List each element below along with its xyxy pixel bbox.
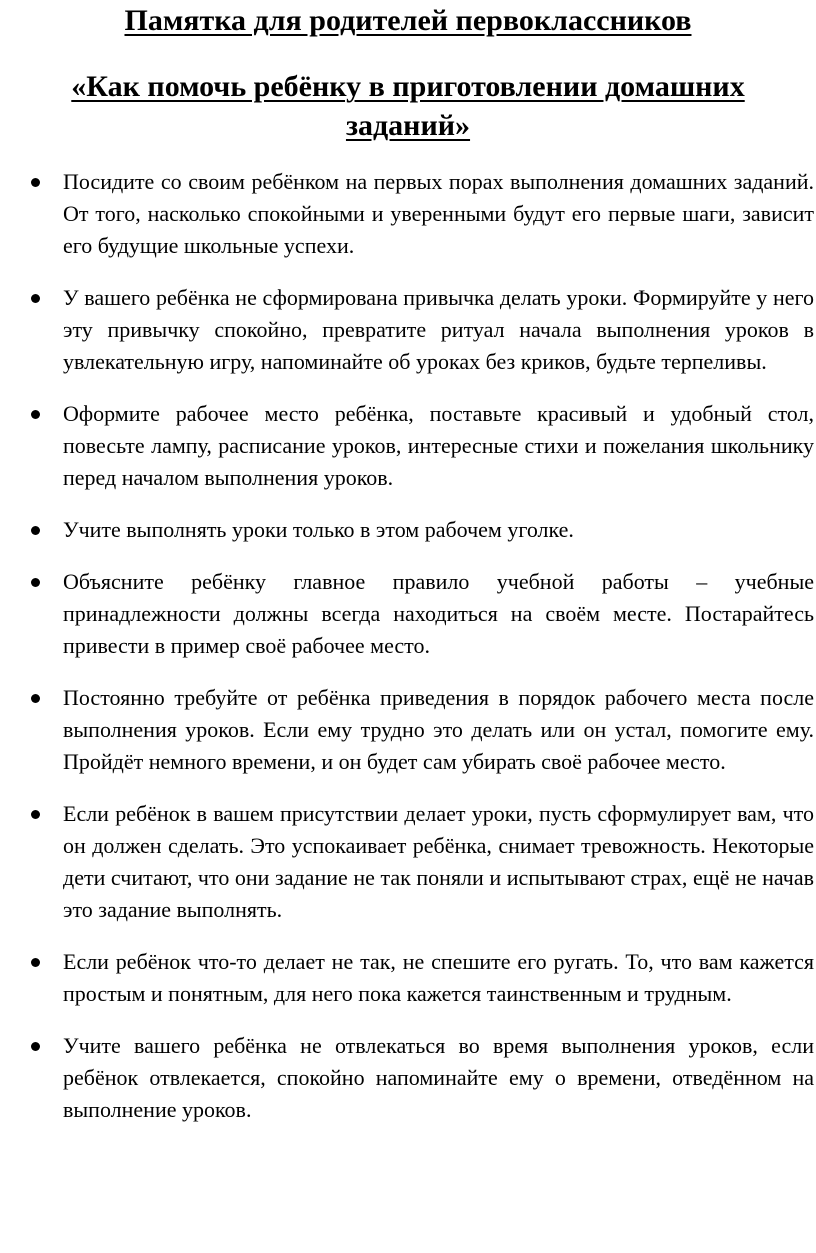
bullet-icon <box>31 1042 40 1051</box>
list-item: Учите выполнять уроки только в этом рабочем уголке. <box>0 514 816 546</box>
list-item: Оформите рабочее место ребёнка, поставьте красивый и удобный стол, повесьте лампу, расписание уроков, интересные стихи и пожелания школьнику перед началом выполнения уроков. <box>0 398 816 494</box>
list-item: У вашего ребёнка не сформирована привычка делать уроки. Формируйте у него эту привычку спокойно, превратите ритуал начала выполнения уроков в увлекательную игру, напоминайте об уроках без криков, будьте терпеливы. <box>0 282 816 378</box>
bullet-icon <box>31 410 40 419</box>
bullet-icon <box>31 526 40 535</box>
document-title: Памятка для родителей первоклассников <box>124 4 692 37</box>
bullet-icon <box>31 958 40 967</box>
bullet-icon <box>31 810 40 819</box>
bullet-icon <box>31 178 40 187</box>
document-subtitle: «Как помочь ребёнку в приготовлении домашних заданий» <box>71 70 745 142</box>
list-item: Постоянно требуйте от ребёнка приведения в порядок рабочего места после выполнения уроков. Если ему трудно это делать или он устал, помогите ему. Пройдёт немного времени, и он будет сам убирать своё рабочее место. <box>0 682 816 778</box>
list-item: Учите вашего ребёнка не отвлекаться во время выполнения уроков, если ребёнок отвлекается, спокойно напоминайте ему о времени, отведённом на выполнение уроков. <box>0 1030 816 1126</box>
list-item: Посидите со своим ребёнком на первых порах выполнения домашних заданий. От того, насколько спокойными и уверенными будут его первые шаги, зависит его будущие школьные успехи. <box>0 166 816 262</box>
list-item: Объясните ребёнку главное правило учебной работы – учебные принадлежности должны всегда находиться на своём месте. Постарайтесь привести в пример своё рабочее место. <box>0 566 816 662</box>
advice-list <box>0 166 816 1126</box>
bullet-icon <box>31 578 40 587</box>
list-item: Если ребёнок что-то делает не так, не спешите его ругать. То, что вам кажется простым и понятным, для него пока кажется таинственным и трудным. <box>0 946 816 1010</box>
bullet-icon <box>31 294 40 303</box>
list-item: Если ребёнок в вашем присутствии делает уроки, пусть сформулирует вам, что он должен сделать. Это успокаивает ребёнка, снимает тревожность. Некоторые дети считают, что они задание не так поняли и испытывают страх, ещё не начав это задание выполнять. <box>0 798 816 926</box>
bullet-icon <box>31 694 40 703</box>
